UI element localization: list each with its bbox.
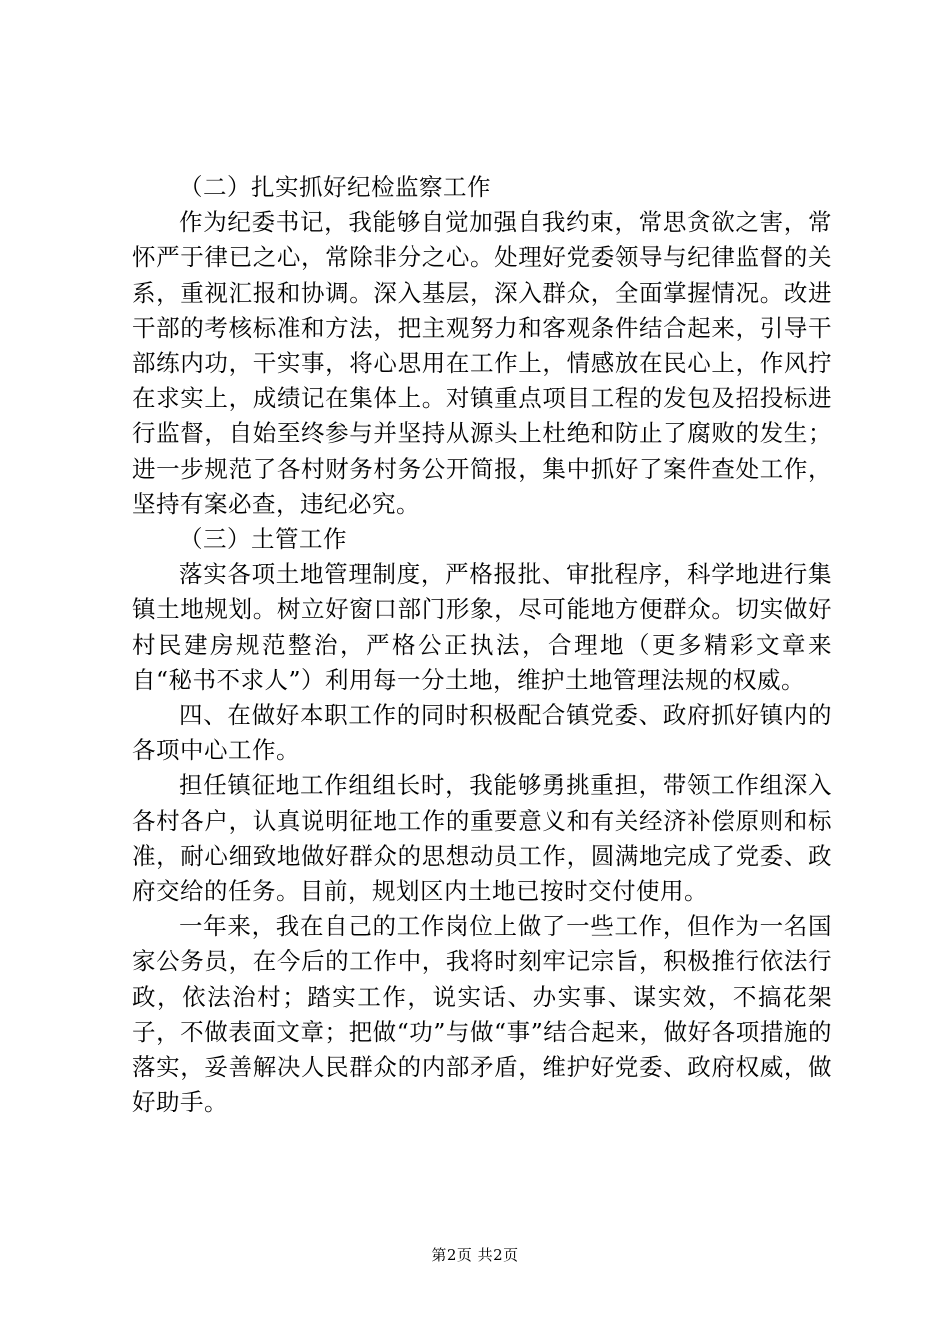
page-footer: 第2页 共2页 — [431, 1246, 519, 1264]
paragraph-summary: 一年来，我在自己的工作岗位上做了一些工作，但作为一名国家公务员，在今后的工作中，我将时刻牢记宗旨，积极推行依法行政，依法治村；踏实工作，说实话、办实事、谋实效，不搞花架子，不做表面文章；把做“功”与做“事”结合起来，做好各项措施的落实，妥善解决人民群众的内部矛盾，维护好党委、政府权威，做好助手。 — [132, 912, 832, 1117]
paragraph-discipline-work: 作为纪委书记，我能够自觉加强自我约束，常思贪欲之害，常怀严于律已之心，常除非分之心。处理好党委领导与纪律监督的关系，重视汇报和协调。深入基层，深入群众，全面掌握情况。改进干部的考核标准和方法，把主观努力和客观条件结合起来，引导干部练内功，干实事，将心思用在工作上，情感放在民心上，作风拧在求实上，成绩记在集体上。对镇重点项目工程的发包及招投标进行监督，自始至终参与并坚持从源头上杜绝和防止了腐败的发生；进一步规范了各村财务村务公开简报，集中抓好了案件查处工作，坚持有案必查，违纪必究。 — [132, 208, 832, 518]
paragraph-land-management: 落实各项土地管理制度，严格报批、审批程序，科学地进行集镇土地规划。树立好窗口部门形象，尽可能地方便群众。切实做好村民建房规范整治，严格公正执法，合理地（更多精彩文章来自“秘书不求人”）利用每一分土地，维护土地管理法规的权威。 — [132, 560, 832, 694]
document-body — [132, 170, 832, 1120]
paragraph-land-acquisition: 担任镇征地工作组组长时，我能够勇挑重担，带领工作组深入各村各户，认真说明征地工作的重要意义和有关经济补偿原则和标准，耐心细致地做好群众的思想动员工作，圆满地完成了党委、政府交给的任务。目前，规划区内土地已按时交付使用。 — [132, 771, 832, 906]
section-heading-central-work: 四、在做好本职工作的同时积极配合镇党委、政府抓好镇内的各项中心工作。 — [132, 701, 832, 765]
section-heading-land-management: （三）土管工作 — [179, 525, 347, 554]
section-heading-discipline: （二）扎实抓好纪检监察工作 — [179, 173, 491, 201]
